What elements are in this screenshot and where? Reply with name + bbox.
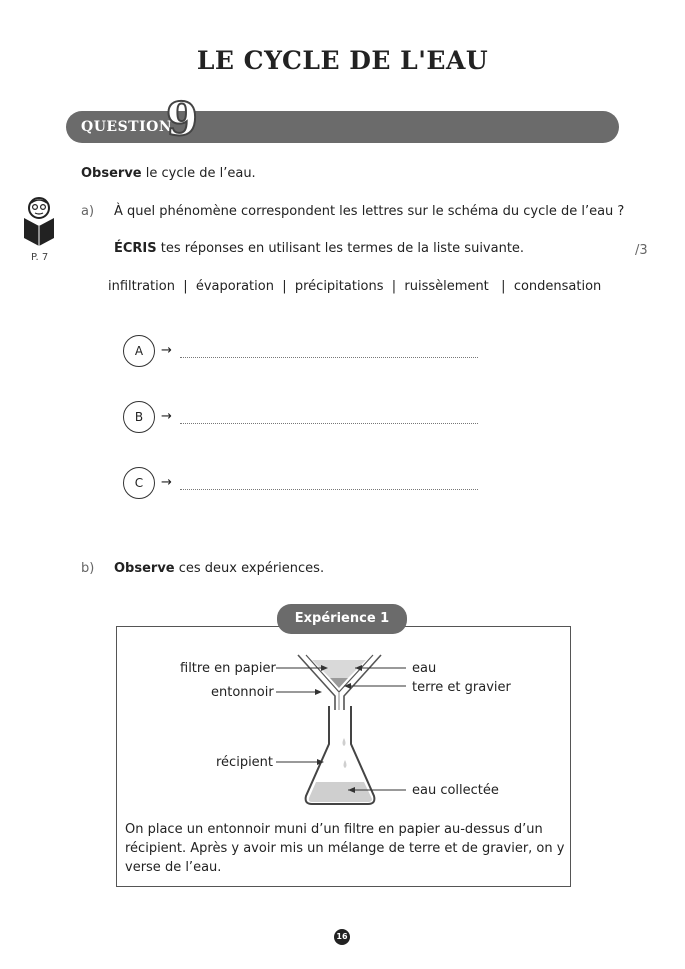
description-line-2: récipient. Après y avoir mis un mélange de terre et de gravier, on y (125, 841, 565, 856)
reader-icon (22, 196, 56, 248)
description-line-3: verse de l’eau. (125, 860, 222, 875)
drop-2 (344, 760, 347, 768)
collected-water (309, 782, 372, 802)
part-b-bold: Observe (114, 561, 175, 576)
page-title: LE CYCLE DE L'EAU (196, 46, 489, 75)
answer-line-a[interactable] (180, 357, 478, 358)
answer-line-c[interactable] (180, 489, 478, 490)
answer-circle-c: C (123, 467, 155, 499)
label-terre: terre et gravier (412, 680, 511, 695)
part-b-rest: ces deux expériences. (174, 561, 325, 576)
terms-list: infiltration | évaporation | précipitations | ruissèlement | condensation (108, 279, 602, 294)
label-eau-collectee: eau collectée (412, 783, 499, 798)
answer-line-b[interactable] (180, 423, 478, 424)
label-filtre: filtre en papier (180, 661, 276, 676)
answer-circle-b: B (123, 401, 155, 433)
label-entonnoir: entonnoir (211, 685, 274, 700)
arrow-icon: → (161, 475, 172, 490)
intro-rest: le cycle de l’eau. (141, 166, 256, 181)
description-line-1: On place un entonnoir muni d’un filtre en papier au-dessus d’un (125, 822, 543, 837)
part-b-text (114, 561, 324, 576)
answer-circle-a: A (123, 335, 155, 367)
page-reference: P. 7 (31, 252, 49, 263)
filtration-diagram (116, 626, 571, 816)
label-recipient: récipient (216, 755, 274, 770)
part-a-instruction (114, 241, 524, 256)
question-label: QUESTION (81, 119, 173, 135)
experience-tab: Expérience 1 (277, 604, 407, 634)
label-eau: eau (412, 661, 437, 676)
instruction-bold: ÉCRIS (114, 241, 157, 256)
part-a-letter: a) (81, 204, 95, 219)
intro-bold: Observe (81, 166, 142, 181)
intro-text (81, 166, 256, 181)
score: /3 (635, 243, 648, 258)
arrow-icon: → (161, 343, 172, 358)
part-a-question: À quel phénomène correspondent les lettres sur le schéma du cycle de l’eau ? (114, 204, 625, 219)
arrow-icon: → (161, 409, 172, 424)
part-b-letter: b) (81, 561, 95, 576)
instruction-rest: tes réponses en utilisant les termes de la liste suivante. (156, 241, 525, 256)
drop-1 (343, 738, 346, 746)
question-number: 9 (166, 92, 199, 146)
page-number: 16 (334, 929, 350, 945)
